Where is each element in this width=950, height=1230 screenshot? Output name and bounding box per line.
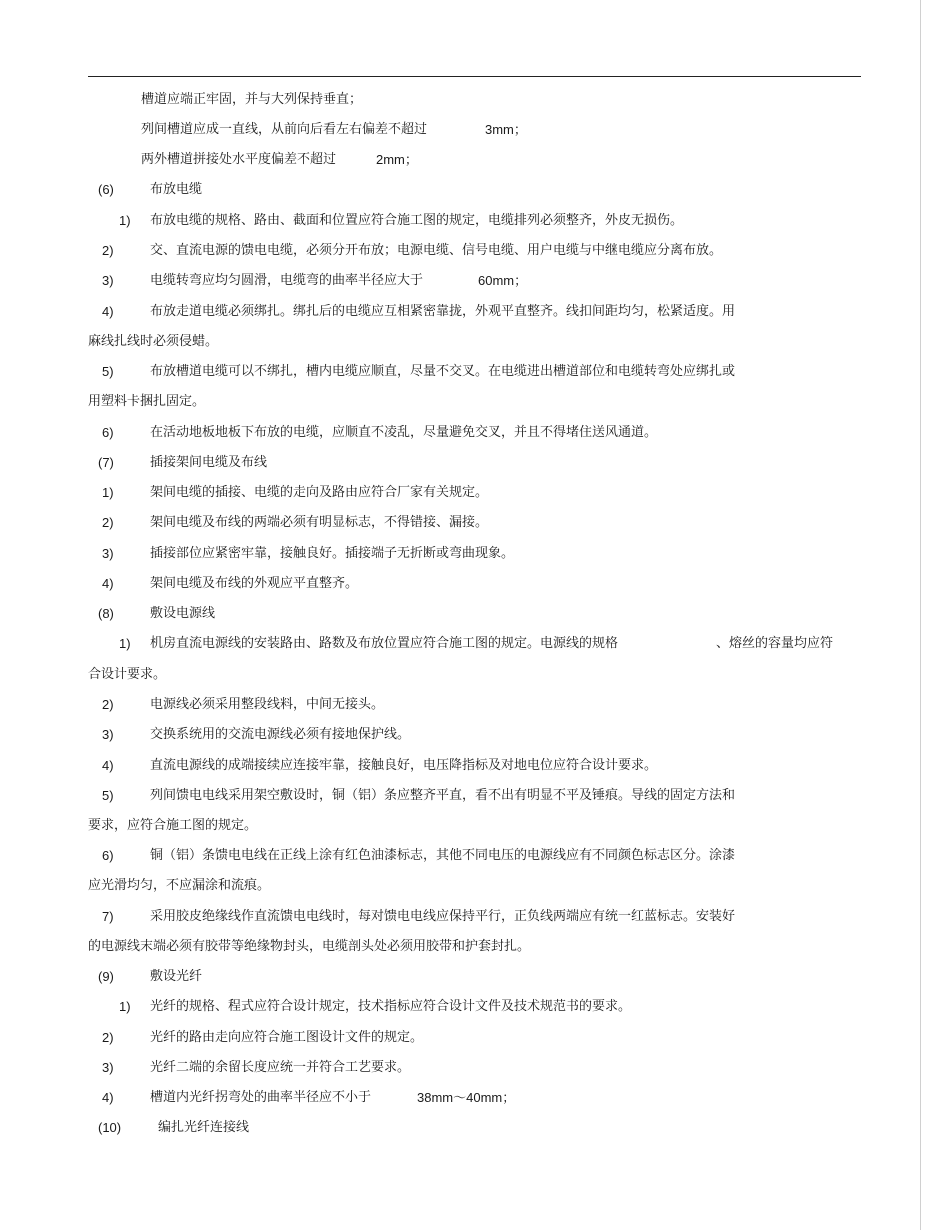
text-line: 光纤的规格、程式应符合设计规定，技术指标应符合设计文件及技术规范书的要求。	[150, 999, 632, 1014]
text-line: 电缆转弯应均匀圆滑，电缆弯的曲率半径应大于	[150, 273, 424, 288]
section-number: (8)	[98, 606, 114, 621]
text-line: 架间电缆及布线的两端必须有明显标志，不得错接、漏接。	[150, 515, 489, 530]
section-heading: 布放电缆	[150, 182, 203, 197]
text-line: 布放走道电缆必须绑扎。绑扎后的电缆应互相紧密靠拢，外观平直整齐。线扣间距均匀，松紧适度。用	[150, 304, 736, 319]
item-number: 1)	[102, 485, 114, 500]
item-number: 3)	[102, 273, 114, 288]
value-text: 3mm；	[485, 122, 527, 137]
text-line: 列间槽道应成一直线，从前向后看左右偏差不超过	[141, 122, 428, 137]
text-line: 槽道内光纤拐弯处的曲率半径应不小于	[150, 1090, 372, 1105]
item-number: 1)	[119, 213, 131, 228]
text-line: 用塑料卡捆扎固定。	[88, 394, 206, 409]
item-number: 4)	[102, 304, 114, 319]
text-line: 应光滑均匀，不应漏涂和流痕。	[88, 878, 271, 893]
item-number: 5)	[102, 788, 114, 803]
text-line: 电源线必须采用整段线料，中间无接头。	[150, 697, 385, 712]
text-line: 要求，应符合施工图的规定。	[88, 818, 258, 833]
section-number: (10)	[98, 1120, 122, 1135]
text-line: 光纤的路由走向应符合施工图设计文件的规定。	[150, 1030, 424, 1045]
text-line: 机房直流电源线的安装路由、路数及布放位置应符合施工图的规定。电源线的规格	[150, 636, 619, 651]
section-heading: 敷设电源线	[150, 606, 216, 621]
text-line: 交、直流电源的馈电电缆，必须分开布放；电源电缆、信号电缆、用户电缆与中继电缆应分离布放。	[150, 243, 723, 258]
value-text: 60mm；	[478, 273, 528, 288]
item-number: 6)	[102, 848, 114, 863]
text-line: 交换系统用的交流电源线必须有接地保护线。	[150, 727, 411, 742]
item-number: 1)	[119, 999, 131, 1014]
item-number: 7)	[102, 909, 114, 924]
text-line: 架间电缆及布线的外观应平直整齐。	[150, 576, 359, 591]
text-line: 合设计要求。	[88, 667, 167, 682]
section-number: (9)	[98, 969, 114, 984]
text-line: 光纤二端的余留长度应统一并符合工艺要求。	[150, 1060, 411, 1075]
section-heading: 插接架间电缆及布线	[150, 455, 268, 470]
text-line: 直流电源线的成端接续应连接牢靠，接触良好，电压降指标及对地电位应符合设计要求。	[150, 758, 658, 773]
section-number: (7)	[98, 455, 114, 470]
item-number: 4)	[102, 1090, 114, 1105]
text-line: 在活动地板地板下布放的电缆，应顺直不凌乱，尽量避免交叉，并且不得堵住送风通道。	[150, 425, 658, 440]
section-heading: 编扎光纤连接线	[158, 1120, 250, 1135]
item-number: 3)	[102, 727, 114, 742]
text-line: 铜（铝）条馈电电线在正线上涂有红色油漆标志，其他不同电压的电源线应有不同颜色标志区分。涂漆	[150, 848, 736, 863]
item-number: 1)	[119, 636, 131, 651]
text-line: 插接部位应紧密牢靠，接触良好。插接端子无折断或弯曲现象。	[150, 546, 515, 561]
item-number: 2)	[102, 515, 114, 530]
text-line: 的电源线末端必须有胶带等绝缘物封头，电缆剖头处必须用胶带和护套封扎。	[88, 939, 531, 954]
text-line: 麻线扎线时必须侵蜡。	[88, 334, 219, 349]
text-line: 布放电缆的规格、路由、截面和位置应符合施工图的规定，电缆排列必须整齐，外皮无损伤。	[150, 213, 684, 228]
item-number: 2)	[102, 1030, 114, 1045]
text-line: 列间馈电电线采用架空敷设时，铜（铝）条应整齐平直，看不出有明显不平及锤痕。导线的固定方法和	[150, 788, 736, 803]
item-number: 3)	[102, 1060, 114, 1075]
text-line: 采用胶皮绝缘线作直流馈电电线时，每对馈电电线应保持平行，正负线两端应有统一红蓝标志。安装好	[150, 909, 736, 924]
item-number: 4)	[102, 576, 114, 591]
item-number: 2)	[102, 243, 114, 258]
header-rule	[88, 76, 861, 77]
item-number: 4)	[102, 758, 114, 773]
value-text: 38mm～40mm；	[417, 1090, 516, 1105]
page-edge	[920, 0, 921, 1230]
section-number: (6)	[98, 182, 114, 197]
value-text: 2mm；	[376, 152, 418, 167]
text-line: 两外槽道拼接处水平度偏差不超过	[141, 152, 337, 167]
text-line: 布放槽道电缆可以不绑扎，槽内电缆应顺直，尽量不交叉。在电缆进出槽道部位和电缆转弯处应绑扎或	[150, 364, 736, 379]
item-number: 5)	[102, 364, 114, 379]
text-line: 槽道应端正牢固，并与大列保持垂直；	[141, 92, 363, 107]
item-number: 6)	[102, 425, 114, 440]
section-heading: 敷设光纤	[150, 969, 203, 984]
item-number: 2)	[102, 697, 114, 712]
item-number: 3)	[102, 546, 114, 561]
text-line: 架间电缆的插接、电缆的走向及路由应符合厂家有关规定。	[150, 485, 489, 500]
text-line-continued: 、熔丝的容量均应符	[716, 636, 834, 651]
